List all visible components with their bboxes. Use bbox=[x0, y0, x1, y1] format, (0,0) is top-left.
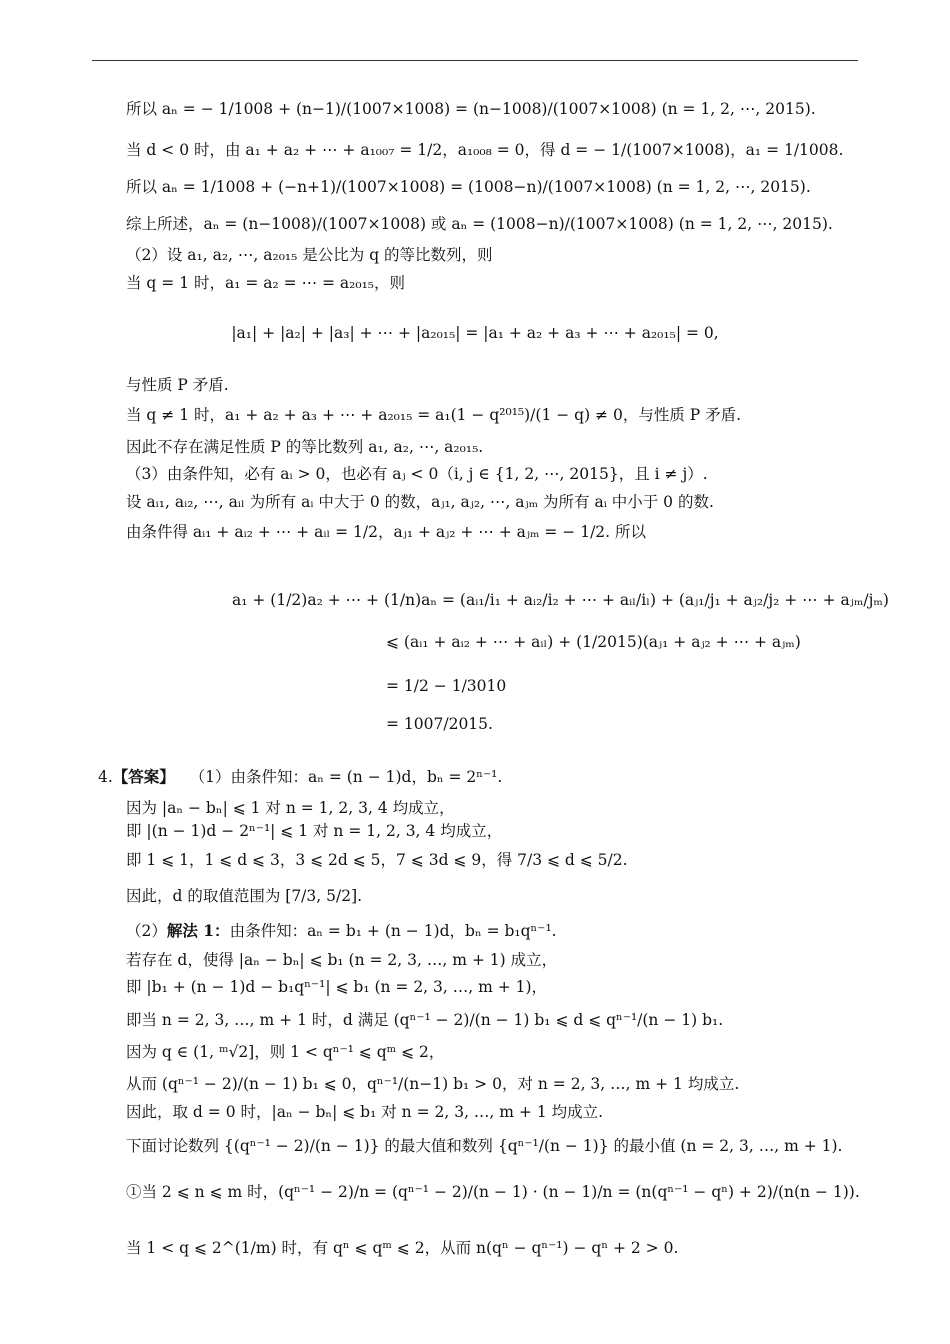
display-equation-sum-line3: = 1/2 − 1/3010 bbox=[386, 677, 507, 695]
part2-prefix: （2） bbox=[126, 922, 167, 940]
text-line: ①当 2 ⩽ n ⩽ m 时，(qⁿ⁻¹ − 2)/n = (qⁿ⁻¹ − 2)/(n − 1) · (n − 1)/n = (n(qⁿ⁻¹ − qⁿ) + 2)/(n(n − 1)). bbox=[126, 1183, 860, 1201]
text-line: 即 1 ⩽ 1，1 ⩽ d ⩽ 3，3 ⩽ 2d ⩽ 5，7 ⩽ 3d ⩽ 9，得 7/3 ⩽ d ⩽ 5/2. bbox=[126, 851, 628, 869]
text-line: 与性质 P 矛盾. bbox=[126, 376, 229, 394]
part2-text: 由条件知：aₙ = b₁ + (n − 1)d，bₙ = b₁qⁿ⁻¹. bbox=[229, 922, 557, 940]
text-line: 因此，d 的取值范围为 [7/3, 5/2]. bbox=[126, 887, 363, 905]
part2-method-line bbox=[126, 921, 880, 941]
text-line: 即 |(n − 1)d − 2ⁿ⁻¹| ⩽ 1 对 n = 1, 2, 3, 4 均成立， bbox=[126, 822, 503, 840]
header-rule bbox=[92, 60, 858, 61]
display-equation-sum-line4: = 1007/2015. bbox=[386, 715, 493, 733]
text-line: 所以 aₙ = 1/1008 + (−n+1)/(1007×1008) = (1008−n)/(1007×1008) (n = 1, 2, ⋯, 2015). bbox=[126, 178, 811, 196]
answer-first-line: （1）由条件知：aₙ = (n − 1)d，bₙ = 2ⁿ⁻¹. bbox=[189, 768, 503, 786]
answer-label: 【答案】 bbox=[112, 767, 175, 786]
text-line: 下面讨论数列 {(qⁿ⁻¹ − 2)/(n − 1)} 的最大值和数列 {qⁿ⁻¹/(n − 1)} 的最小值 (n = 2, 3, …, m + 1). bbox=[126, 1137, 843, 1155]
display-equation-sum-line1: a₁ + (1/2)a₂ + ⋯ + (1/n)aₙ = (aᵢ₁/i₁ + aᵢ₂/i₂ + ⋯ + aᵢₗ/iₗ) + (aⱼ₁/j₁ + aⱼ₂/j₂ + ⋯ + aⱼₘ/jₘ) bbox=[232, 591, 889, 609]
question-4-header bbox=[98, 767, 880, 787]
text-line: 即当 n = 2, 3, …, m + 1 时，d 满足 (qⁿ⁻¹ − 2)/(n − 1) b₁ ⩽ d ⩽ qⁿ⁻¹/(n − 1) b₁. bbox=[126, 1011, 724, 1029]
text-line: 综上所述，aₙ = (n−1008)/(1007×1008) 或 aₙ = (1008−n)/(1007×1008) (n = 1, 2, ⋯, 2015). bbox=[126, 215, 833, 233]
text-line: 若存在 d，使得 |aₙ − bₙ| ⩽ b₁ (n = 2, 3, …, m + 1) 成立， bbox=[126, 951, 558, 969]
text-line: 当 d < 0 时，由 a₁ + a₂ + ⋯ + a₁₀₀₇ = 1/2，a₁₀₀₈ = 0，得 d = − 1/(1007×1008)，a₁ = 1/1008. bbox=[126, 141, 844, 159]
question-number: 4. bbox=[98, 768, 113, 786]
display-equation-sum-line2: ⩽ (aᵢ₁ + aᵢ₂ + ⋯ + aᵢₗ) + (1/2015)(aⱼ₁ + aⱼ₂ + ⋯ + aⱼₘ) bbox=[386, 633, 801, 651]
text-line: 当 q = 1 时，a₁ = a₂ = ⋯ = a₂₀₁₅，则 bbox=[126, 274, 406, 292]
text-line: （2）设 a₁, a₂, ⋯, a₂₀₁₅ 是公比为 q 的等比数列，则 bbox=[126, 246, 493, 264]
text-line: 所以 aₙ = − 1/1008 + (n−1)/(1007×1008) = (n−1008)/(1007×1008) (n = 1, 2, ⋯, 2015). bbox=[126, 100, 816, 118]
text-line: 因此不存在满足性质 P 的等比数列 a₁, a₂, ⋯, a₂₀₁₅. bbox=[126, 438, 484, 456]
text-line: 设 aᵢ₁, aᵢ₂, ⋯, aᵢₗ 为所有 aᵢ 中大于 0 的数，aⱼ₁, aⱼ₂, ⋯, aⱼₘ 为所有 aᵢ 中小于 0 的数. bbox=[126, 493, 714, 511]
text-line: 因为 |aₙ − bₙ| ⩽ 1 对 n = 1, 2, 3, 4 均成立， bbox=[126, 799, 455, 817]
text-line: 因此，取 d = 0 时，|aₙ − bₙ| ⩽ b₁ 对 n = 2, 3, …, m + 1 均成立. bbox=[126, 1103, 604, 1121]
display-equation-abs: |a₁| + |a₂| + |a₃| + ⋯ + |a₂₀₁₅| = |a₁ + a₂ + a₃ + ⋯ + a₂₀₁₅| = 0, bbox=[231, 324, 719, 342]
method-label: 解法 1： bbox=[166, 921, 230, 940]
text-line: 当 1 < q ⩽ 2^(1/m) 时，有 qⁿ ⩽ qᵐ ⩽ 2，从而 n(qⁿ − qⁿ⁻¹) − qⁿ + 2 > 0. bbox=[126, 1239, 679, 1257]
text-line: 由条件得 aᵢ₁ + aᵢ₂ + ⋯ + aᵢₗ = 1/2，aⱼ₁ + aⱼ₂ + ⋯ + aⱼₘ = − 1/2. 所以 bbox=[126, 523, 647, 541]
text-line: 从而 (qⁿ⁻¹ − 2)/(n − 1) b₁ ⩽ 0，qⁿ⁻¹/(n−1) b₁ > 0，对 n = 2, 3, …, m + 1 均成立. bbox=[126, 1075, 740, 1093]
text-line: 因为 q ∈ (1, ᵐ√2]，则 1 < qⁿ⁻¹ ⩽ qᵐ ⩽ 2， bbox=[126, 1043, 445, 1061]
text-line: 当 q ≠ 1 时，a₁ + a₂ + a₃ + ⋯ + a₂₀₁₅ = a₁(1 − q²⁰¹⁵)/(1 − q) ≠ 0，与性质 P 矛盾. bbox=[126, 406, 742, 424]
text-line: （3）由条件知，必有 aᵢ > 0，也必有 aⱼ < 0（i, j ∈ {1, 2, ⋯, 2015}，且 i ≠ j）. bbox=[126, 465, 708, 483]
text-line: 即 |b₁ + (n − 1)d − b₁qⁿ⁻¹| ⩽ b₁ (n = 2, 3, …, m + 1)， bbox=[126, 978, 548, 996]
